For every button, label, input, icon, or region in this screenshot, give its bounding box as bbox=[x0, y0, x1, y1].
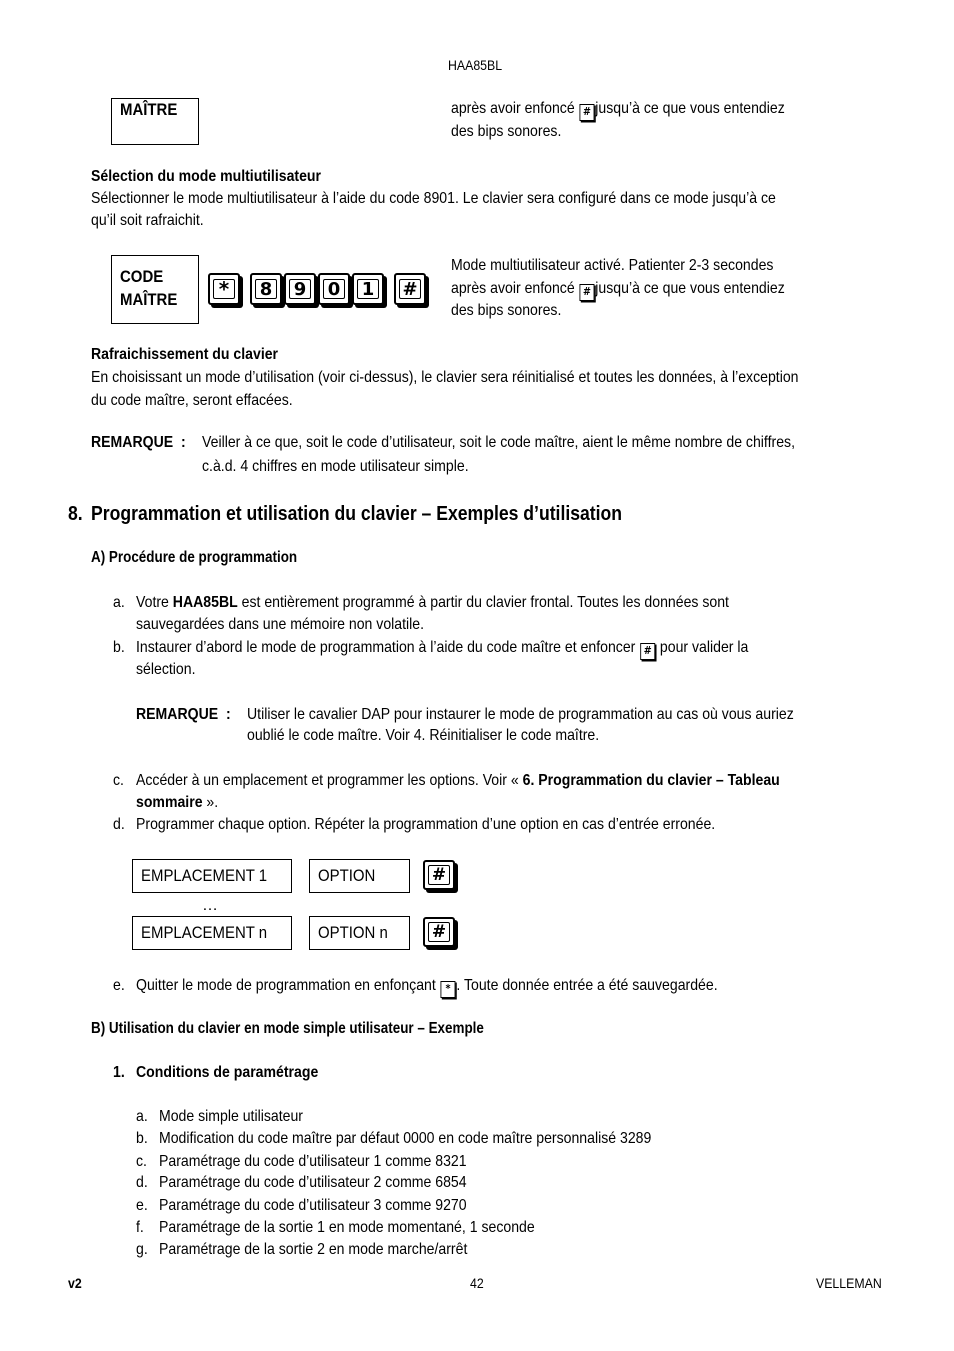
location-1-box: EMPLACEMENT 1 bbox=[132, 859, 292, 893]
ellipsis: … bbox=[202, 897, 218, 914]
footer-page-number: 42 bbox=[470, 1275, 484, 1291]
hash-key-icon: # bbox=[394, 273, 426, 305]
item-d-text: Programmer chaque option. Répéter la programmation d’une option en cas d’entrée erronée. bbox=[136, 816, 716, 833]
digit-8-key-icon: 8 bbox=[250, 273, 282, 305]
remark2-line1: Utiliser le cavalier DAP pour instaurer le mode de programmation au cas où vous auriez bbox=[247, 706, 794, 723]
location-n-box: EMPLACEMENT n bbox=[132, 916, 292, 950]
top-desc-pre: après avoir enfoncé bbox=[451, 100, 575, 117]
hash-key-icon: # bbox=[579, 104, 594, 121]
list-item-marker: b. bbox=[136, 1130, 148, 1147]
refresh-para-line2: du code maître, seront effacées. bbox=[91, 392, 293, 409]
digit-9-key-icon: 9 bbox=[284, 273, 316, 305]
item-d-marker: d. bbox=[113, 816, 125, 833]
list-item: Paramétrage de la sortie 1 en mode momentané, 1 seconde bbox=[159, 1219, 535, 1236]
hash-key-icon: # bbox=[423, 860, 455, 890]
item-b-line2: sélection. bbox=[136, 661, 196, 678]
doc-id-header: HAA85BL bbox=[448, 57, 503, 73]
option-box: OPTION bbox=[309, 859, 410, 893]
top-desc-line1 bbox=[451, 98, 785, 121]
digit-1-key-icon: 1 bbox=[352, 273, 384, 305]
digit-0-key-icon: 0 bbox=[318, 273, 350, 305]
footer-version: v2 bbox=[68, 1275, 82, 1291]
item-a-line2: sauvegardées dans une mémoire non volatile. bbox=[136, 616, 425, 633]
master-code-box bbox=[111, 98, 199, 145]
multiuser-desc-line3: des bips sonores. bbox=[451, 302, 562, 319]
remark2-line2: oublié le code maître. Voir 4. Réinitialiser le code maître. bbox=[247, 727, 600, 744]
code-master-box bbox=[111, 255, 199, 324]
hash-key-icon: # bbox=[423, 917, 455, 947]
refresh-heading: Rafraichissement du clavier bbox=[91, 346, 279, 363]
list-item: Modification du code maître par défaut 0000 en code maître personnalisé 3289 bbox=[159, 1130, 652, 1147]
remark-line2: c.à.d. 4 chiffres en mode utilisateur simple. bbox=[202, 458, 469, 475]
multiuser-para-line2: qu’il soit rafraichit. bbox=[91, 212, 204, 229]
item-a-marker: a. bbox=[113, 594, 125, 611]
list-item-marker: g. bbox=[136, 1241, 148, 1258]
refresh-para-line1: En choisissant un mode d’utilisation (voir ci-dessus), le clavier sera réinitialisé et toutes les données, à l’exception bbox=[91, 369, 799, 386]
option-n-box: OPTION n bbox=[309, 916, 410, 950]
top-desc-post: jusqu’à ce que vous entendiez bbox=[595, 100, 785, 117]
master-code-label: MAÎTRE bbox=[120, 100, 178, 119]
star-key-icon: * bbox=[441, 981, 456, 998]
list-item: Paramétrage du code d’utilisateur 1 comme 8321 bbox=[159, 1153, 467, 1170]
top-desc-line2: des bips sonores. bbox=[451, 123, 562, 140]
star-key-icon: * bbox=[208, 273, 240, 305]
list-item-marker: f. bbox=[136, 1219, 144, 1236]
sub-number: 1. bbox=[113, 1064, 125, 1081]
multiuser-desc-line1: Mode multiutilisateur activé. Patienter 2-3 secondes bbox=[451, 257, 774, 274]
item-c-marker: c. bbox=[113, 772, 124, 789]
remark-label: REMARQUE : bbox=[91, 434, 186, 451]
list-item-marker: e. bbox=[136, 1197, 148, 1214]
item-b-marker: b. bbox=[113, 639, 125, 656]
remark2-label: REMARQUE : bbox=[136, 706, 231, 723]
item-e-marker: e. bbox=[113, 977, 125, 994]
remark-line1: Veiller à ce que, soit le code d’utilisateur, soit le code maître, aient le même nombre de chiffres, bbox=[202, 434, 795, 451]
item-c-line1: Accéder à un emplacement et programmer les options. Voir « 6. Programmation du clavier – Tableau bbox=[136, 772, 780, 789]
hash-key-icon: # bbox=[640, 643, 655, 660]
footer-brand: VELLEMAN bbox=[816, 1275, 882, 1291]
section-title: Programmation et utilisation du clavier – Exemples d’utilisation bbox=[91, 503, 623, 525]
list-item: Paramétrage du code d’utilisateur 3 comme 9270 bbox=[159, 1197, 467, 1214]
multiuser-para-line1: Sélectionner le mode multiutilisateur à l’aide du code 8901. Le clavier sera configuré dans ce mode jusqu’à ce bbox=[91, 190, 776, 207]
section-number: 8. bbox=[68, 503, 83, 525]
list-item-marker: d. bbox=[136, 1174, 148, 1191]
list-item-marker: c. bbox=[136, 1153, 147, 1170]
item-c-line2: sommaire ». bbox=[136, 794, 219, 811]
item-e-text: Quitter le mode de programmation en enfonçant * . Toute donnée entrée a été sauvegardée. bbox=[136, 975, 718, 998]
procedure-a-heading: A) Procédure de programmation bbox=[91, 549, 298, 566]
multiuser-heading: Sélection du mode multiutilisateur bbox=[91, 168, 322, 185]
code-label: CODE bbox=[120, 267, 164, 286]
procedure-b-heading: B) Utilisation du clavier en mode simple utilisateur – Exemple bbox=[91, 1020, 484, 1037]
multiuser-desc-line2: après avoir enfoncé # jusqu’à ce que vous entendiez bbox=[451, 278, 785, 301]
list-item: Paramétrage du code d’utilisateur 2 comme 6854 bbox=[159, 1174, 467, 1191]
hash-key-icon: # bbox=[579, 284, 594, 301]
item-a-line1: Votre HAA85BL est entièrement programmé à partir du clavier frontal. Toutes les données sont bbox=[136, 594, 729, 611]
list-item-marker: a. bbox=[136, 1108, 148, 1125]
item-b-line1: Instaurer d’abord le mode de programmation à l’aide du code maître et enfoncer # pour valider la bbox=[136, 637, 748, 660]
sub-title: Conditions de paramétrage bbox=[136, 1064, 319, 1081]
list-item: Mode simple utilisateur bbox=[159, 1108, 303, 1125]
list-item: Paramétrage de la sortie 2 en mode marche/arrêt bbox=[159, 1241, 468, 1258]
master-label: MAÎTRE bbox=[120, 290, 178, 309]
